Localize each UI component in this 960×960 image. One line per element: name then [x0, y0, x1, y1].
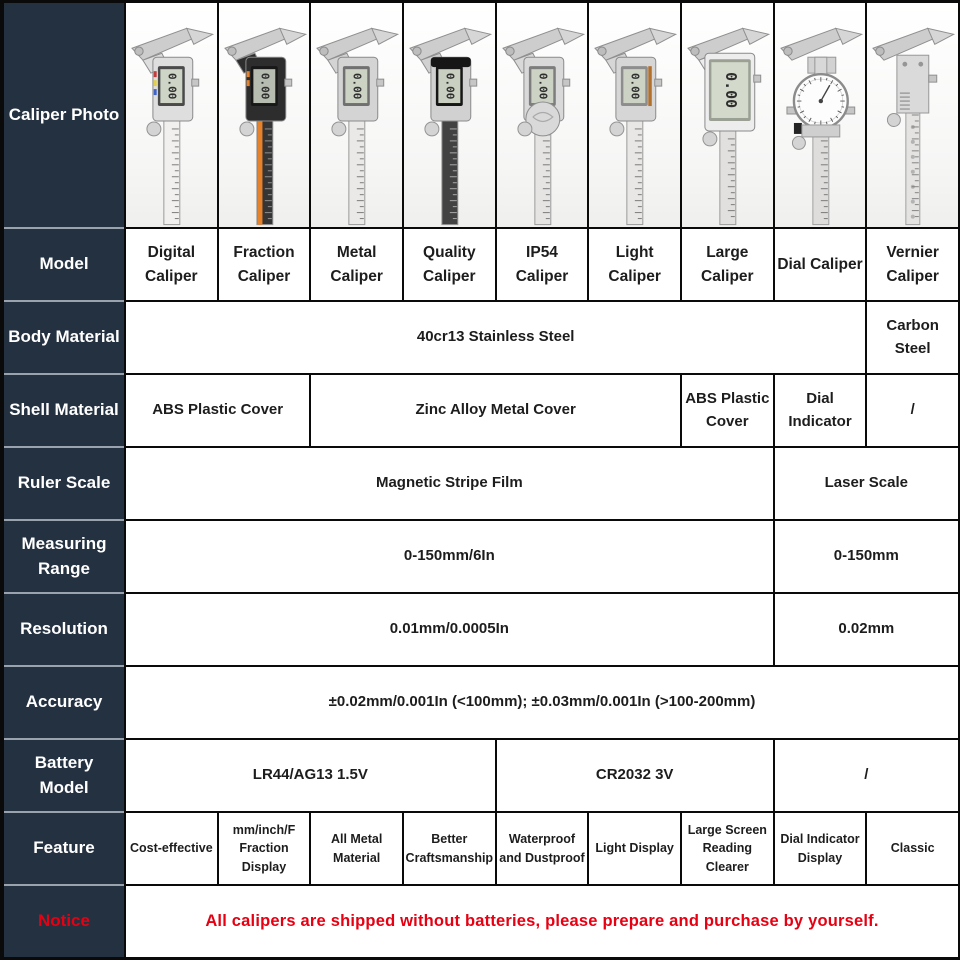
row-label-text: Feature — [33, 838, 95, 858]
row-label-body-material — [4, 302, 124, 373]
feature-cell-ip54: Waterproof and Dustproof — [497, 813, 588, 884]
large-caliper-photo — [682, 3, 773, 227]
svg-text:0.00: 0.00 — [257, 72, 271, 100]
digital-caliper-photo — [126, 3, 217, 227]
model-cell-light: Light Caliper — [589, 229, 680, 300]
svg-text:0.00: 0.00 — [350, 72, 364, 100]
svg-text:0.00: 0.00 — [443, 72, 457, 100]
model-cell-ip54: IP54 Caliper — [497, 229, 588, 300]
svg-text:0.00: 0.00 — [535, 72, 549, 100]
measuring-range-main-cell: 0-150mm/6In — [126, 521, 773, 592]
row-label-resolution — [4, 594, 124, 665]
model-cell-fraction: Fraction Caliper — [219, 229, 310, 300]
vernier-caliper-photo — [867, 3, 958, 227]
light-caliper-photo — [589, 3, 680, 227]
measuring-range-right-cell: 0-150mm — [775, 521, 958, 592]
row-label-shell-material — [4, 375, 124, 446]
feature-cell-metal: All Metal Material — [311, 813, 402, 884]
row-label-battery-model — [4, 740, 124, 811]
notice-cell: All calipers are shipped without batteries, please prepare and purchase by yourself. — [126, 886, 958, 957]
shell-material-none-cell: / — [867, 375, 958, 446]
model-cell-large: Large Caliper — [682, 229, 773, 300]
ruler-scale-laser-cell: Laser Scale — [775, 448, 958, 519]
battery-cr2032-cell: CR2032 3V — [497, 740, 773, 811]
resolution-main-cell: 0.01mm/0.0005In — [126, 594, 773, 665]
model-cell-vernier: Vernier Caliper — [867, 229, 958, 300]
row-label-model — [4, 229, 124, 300]
battery-lr44-cell: LR44/AG13 1.5V — [126, 740, 495, 811]
battery-none-cell: / — [775, 740, 958, 811]
quality-caliper-photo — [404, 3, 495, 227]
shell-material-abs-cell: ABS Plastic Cover — [126, 375, 309, 446]
shell-material-zinc-cell: Zinc Alloy Metal Cover — [311, 375, 680, 446]
metal-caliper-photo — [311, 3, 402, 227]
row-label-text: Caliper Photo — [8, 104, 120, 124]
accuracy-cell: ±0.02mm/0.001In (<100mm); ±0.03mm/0.001In (>100-200mm) — [126, 667, 958, 738]
dial-caliper-photo — [775, 3, 866, 227]
model-cell-metal: Metal Caliper — [311, 229, 402, 300]
row-label-notice — [4, 886, 124, 957]
feature-cell-light: Light Display — [589, 813, 680, 884]
row-labels-column — [0, 0, 124, 960]
body-material-vernier-cell: Carbon Steel — [867, 302, 958, 373]
row-label-text: Model — [39, 254, 89, 274]
shell-material-large-cell: ABS Plastic Cover — [682, 375, 773, 446]
svg-text:0.00: 0.00 — [165, 72, 179, 100]
feature-cell-quality: Better Craftsmanship — [404, 813, 495, 884]
row-label-caliper-photo — [4, 3, 124, 227]
feature-cell-dial: Dial Indicator Display — [775, 813, 866, 884]
feature-cell-fraction: mm/inch/F Fraction Display — [219, 813, 310, 884]
row-label-measuring-range — [4, 521, 124, 592]
row-label-text: Ruler Scale — [17, 473, 111, 493]
feature-cell-large: Large Screen Reading Clearer — [682, 813, 773, 884]
row-label-text: Measuring Range — [21, 533, 107, 578]
row-label-text: Battery Model — [34, 752, 94, 797]
row-label-feature — [4, 813, 124, 884]
ruler-scale-main-cell: Magnetic Stripe Film — [126, 448, 773, 519]
svg-text:0.00: 0.00 — [628, 72, 642, 100]
resolution-right-cell: 0.02mm — [775, 594, 958, 665]
row-label-text: Body Material — [8, 327, 120, 347]
feature-cell-digital: Cost-effective — [126, 813, 217, 884]
model-cell-quality: Quality Caliper — [404, 229, 495, 300]
row-label-accuracy — [4, 667, 124, 738]
row-label-text: Accuracy — [25, 692, 103, 712]
row-label-ruler-scale — [4, 448, 124, 519]
svg-text:0.00: 0.00 — [721, 72, 740, 109]
row-label-text: Notice — [38, 911, 90, 931]
row-label-text: Shell Material — [9, 400, 119, 420]
model-cell-dial: Dial Caliper — [775, 229, 866, 300]
fraction-caliper-photo — [219, 3, 310, 227]
feature-cell-vernier: Classic — [867, 813, 958, 884]
ip54-caliper-photo — [497, 3, 588, 227]
body-material-main-cell: 40cr13 Stainless Steel — [126, 302, 865, 373]
spec-table — [124, 0, 960, 960]
model-cell-digital: Digital Caliper — [126, 229, 217, 300]
row-label-text: Resolution — [20, 619, 108, 639]
shell-material-dial-cell: Dial Indicator — [775, 375, 866, 446]
